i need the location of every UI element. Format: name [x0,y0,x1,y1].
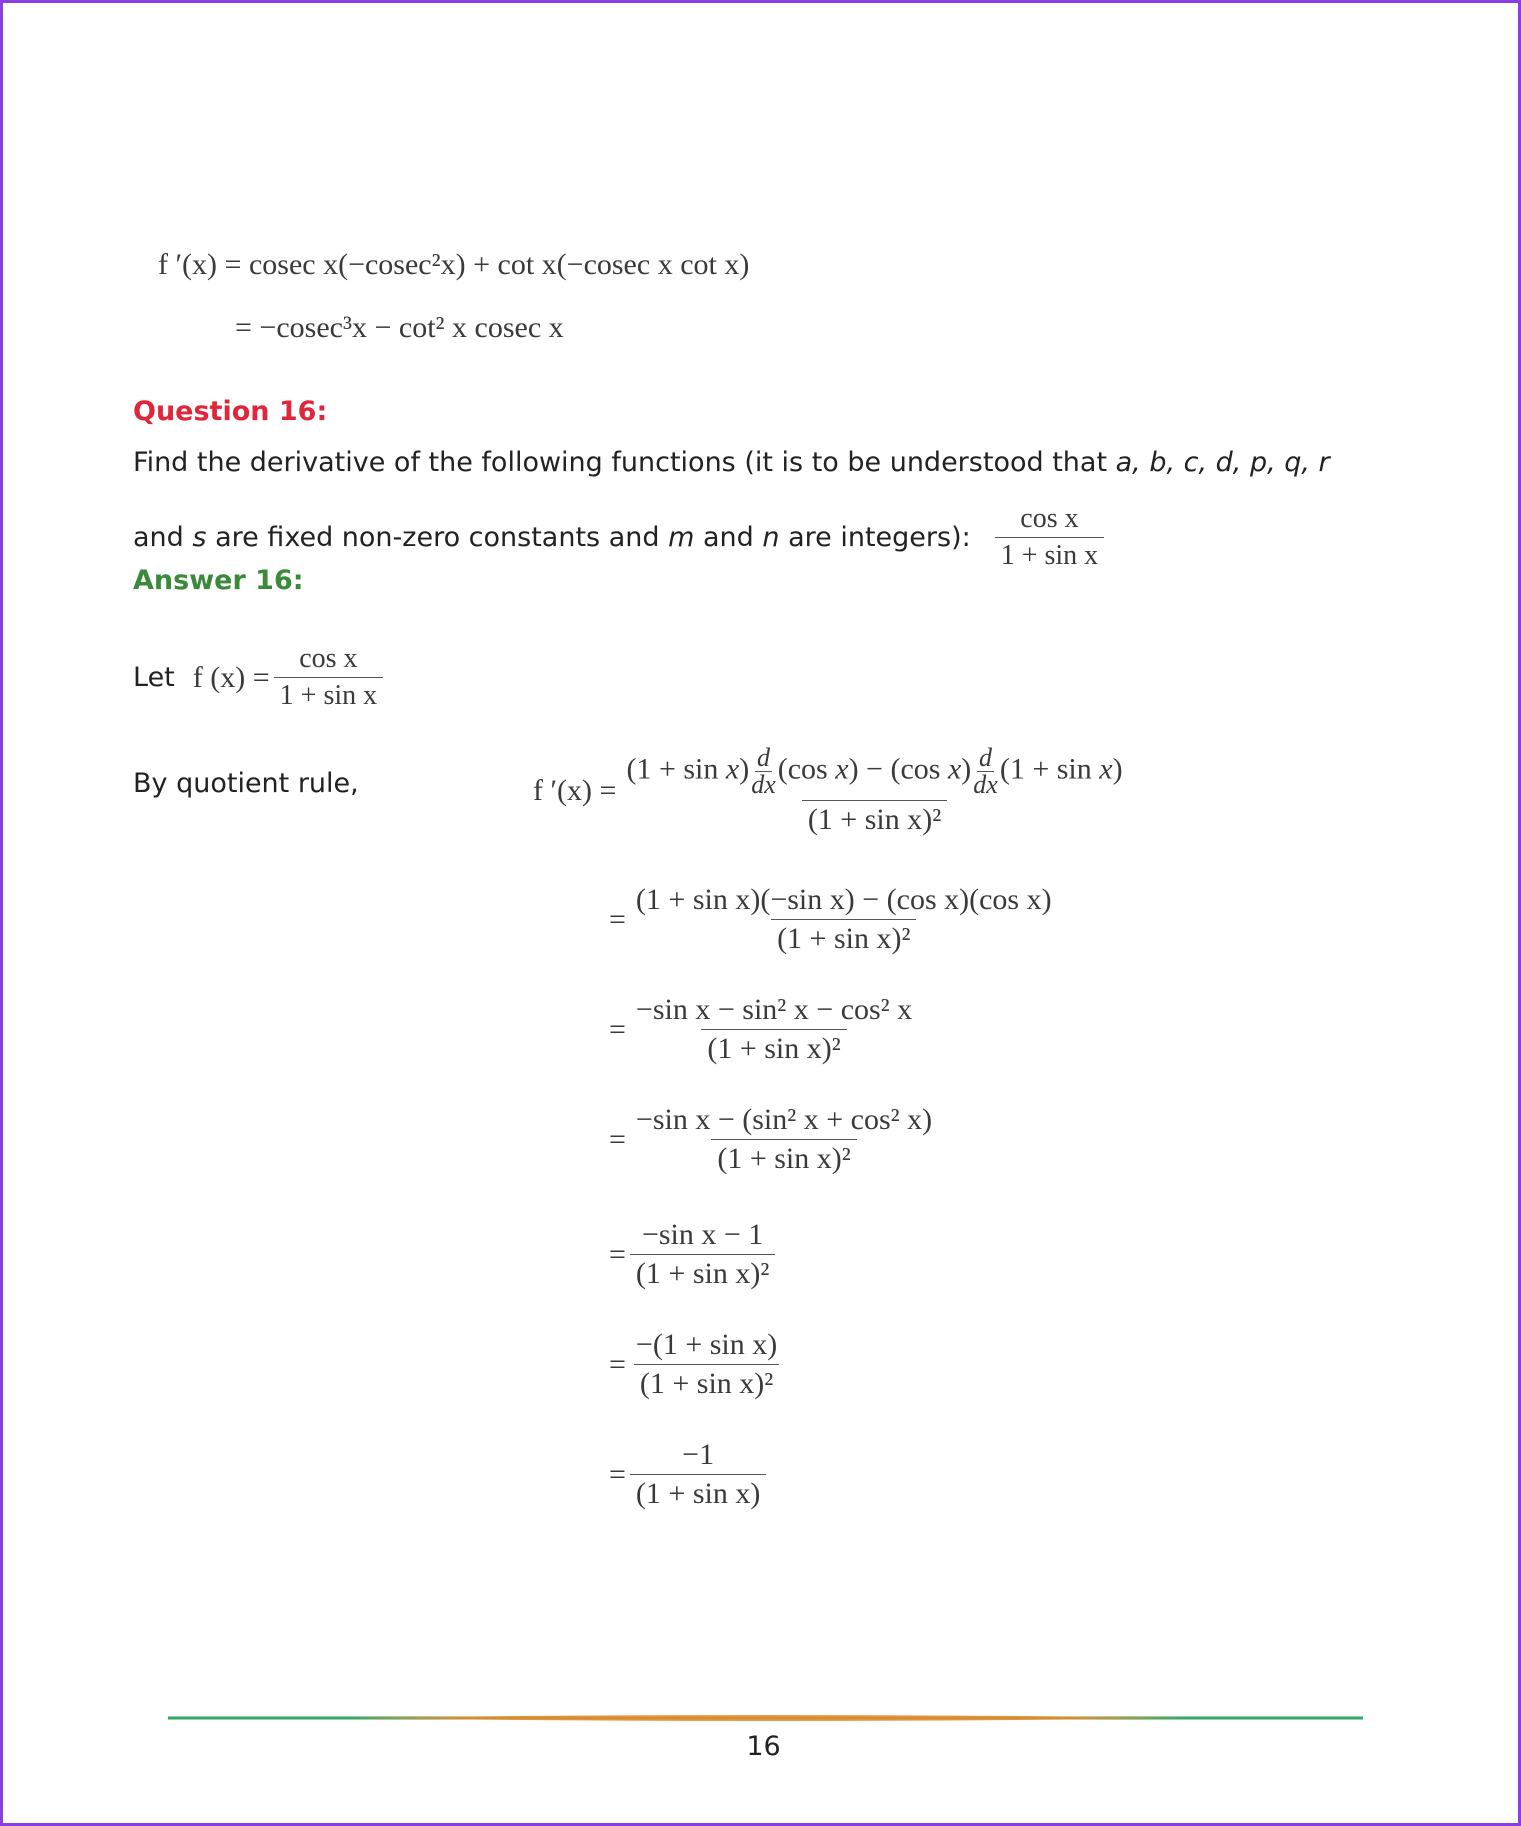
answer-heading: Answer 16: [133,565,304,596]
step-6 [609,1328,787,1401]
page-number: 16 [746,1731,781,1762]
step-2 [609,883,1062,956]
quotient-rule-label: By quotient rule, [133,768,359,799]
step-3-fraction [630,993,918,1066]
question-text-and: and [703,522,754,553]
step-3-denominator: (1 + sin x)² [701,1029,846,1066]
prev-solution-line-2-text: = −cosec³x − cot² x cosec x [235,311,564,344]
question-text-part-2: and [133,522,184,553]
step-4 [609,1103,942,1176]
let-lhs: f (x) = [192,660,270,694]
step-1-numerator: (1 + sin x) $\frac{d}{dx}$ (cos x) − (cos x) $\frac{d}{dx}$ (1 + sin x) [626,743,1123,799]
step-5-denominator: (1 + sin x)² [630,1254,775,1291]
step-1-lhs: f ′(x) = [533,774,617,807]
question-text-line-2 [133,503,1108,572]
step-1-denominator: (1 + sin x)² [802,800,947,837]
question-text-line-1 [133,447,1330,478]
step-7-numerator: −1 [682,1438,715,1471]
footer-divider [168,1713,1363,1723]
question-constants: a, b, c, d, p, q, r [1115,447,1330,478]
step-7-fraction [630,1438,766,1511]
prev-solution-line-1-text: f ′(x) = cosec x(−cosec²x) + cot x(−cosec x cot x) [158,248,750,281]
footer-divider-accent [348,1715,1188,1721]
step-5-fraction [630,1218,775,1291]
question-text-part-1: Find the derivative of the following functions (it is to be understood that [133,447,1108,478]
question-var-m: m [668,522,695,553]
let-label: Let [133,662,175,693]
step-4-denominator: (1 + sin x)² [711,1139,856,1176]
step-2-fraction [630,883,1058,956]
question-var-n: n [762,522,780,553]
question-text-part-4: are integers): [788,522,971,553]
step-5 [609,1218,779,1291]
step-4-numerator: −sin x − (sin² x + cos² x) [635,1103,933,1136]
step-2-denominator: (1 + sin x)² [771,919,916,956]
step-6-numerator: −(1 + sin x) [635,1328,778,1361]
prev-solution-line-1 [158,248,749,282]
step-2-lhs: = [609,902,626,936]
question-function-fraction [995,503,1104,572]
question-function-denominator: 1 + sin x [995,537,1104,572]
step-6-lhs: = [609,1347,626,1381]
question-text-part-3: are fixed non-zero constants and [215,522,660,553]
step-3-numerator: −sin x − sin² x − cos² x [635,993,913,1026]
let-numerator: cos x [299,643,358,674]
step-3 [609,993,922,1066]
prev-solution-line-2 [235,311,564,345]
let-fraction [274,643,383,712]
step-1-fraction [620,745,1128,837]
step-5-numerator: −sin x − 1 [641,1218,764,1251]
d-dx-operator: $\frac{d}{dx}$ [973,743,998,799]
step-4-fraction [630,1103,938,1176]
step-7-denominator: (1 + sin x) [630,1474,766,1511]
step-3-lhs: = [609,1012,626,1046]
step-5-lhs: = [609,1237,626,1271]
question-function-numerator: cos x [1020,503,1079,534]
step-7 [609,1438,770,1511]
step-7-lhs: = [609,1457,626,1491]
step-1 [533,745,1133,837]
d-dx-operator: $\frac{d}{dx}$ [751,743,776,799]
question-const-s: s [192,522,207,553]
step-6-fraction [630,1328,783,1401]
let-definition [133,643,387,712]
step-4-lhs: = [609,1122,626,1156]
step-2-numerator: (1 + sin x)(−sin x) − (cos x)(cos x) [635,883,1052,916]
step-6-denominator: (1 + sin x)² [634,1364,779,1401]
question-heading: Question 16: [133,396,328,427]
let-denominator: 1 + sin x [274,677,383,712]
